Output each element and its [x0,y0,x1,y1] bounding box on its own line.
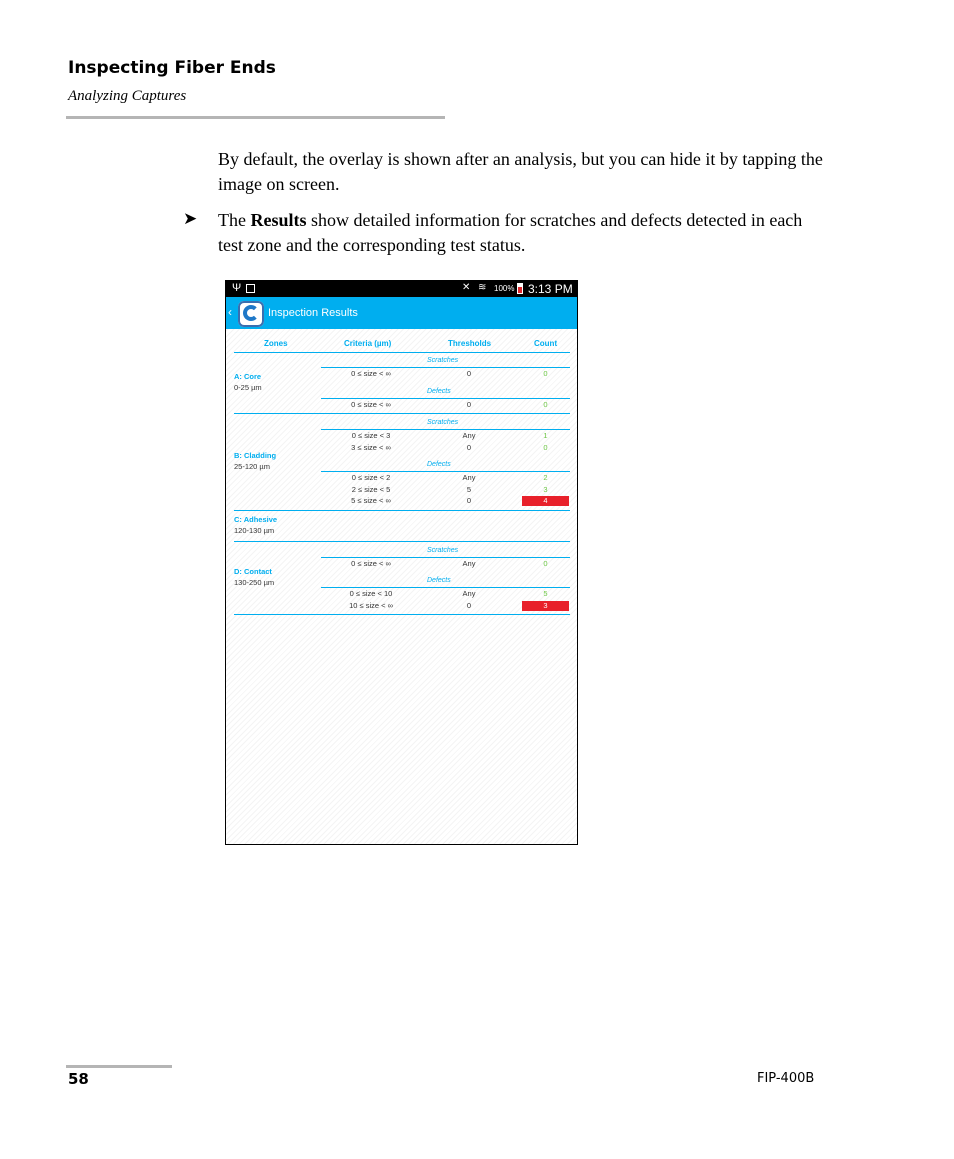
criteria-cell: 10 ≤ size < ∞ [349,600,393,610]
zone-range: 120-130 µm [234,525,275,535]
header-underline [234,352,570,353]
app-title: Inspection Results [268,307,358,319]
count-cell-pass: 0 [543,399,548,409]
section-label-defects: Defects [427,461,451,468]
section-label-defects: Defects [427,387,451,395]
mute-icon: ✕ [462,282,471,293]
count-cell-pass: 0 [543,558,548,568]
threshold-cell: 5 [466,484,472,494]
threshold-cell: Any [462,589,476,598]
paragraph-overlay: By default, the overlay is shown after an analysis, but you can hide it by tapping the image on screen. [218,149,823,194]
zone-divider [234,413,570,414]
criteria-cell: 0 ≤ size < 3 [351,431,391,440]
column-header-thresholds: Thresholds [448,339,492,348]
battery-icon [517,283,523,294]
zone-range: 130-250 µm [234,577,275,587]
header-divider [66,116,445,119]
section-underline [321,429,570,430]
bullet-prefix: The [218,210,251,230]
device-screenshot [225,280,578,845]
bullet-rest: show detailed information for scratches and defects detected in each test zone and the corresponding test status. [218,210,803,255]
battery-percent: 100% [494,284,515,293]
column-header-count: Count [534,339,558,348]
count-cell-fail: 4 [522,496,569,506]
clock: 3:13 PM [528,282,573,296]
threshold-cell: 0 [466,600,472,610]
wifi-icon: ≋ [478,282,487,293]
zone-range: 0-25 µm [234,382,262,392]
threshold-cell: Any [462,558,476,568]
usb-icon: Ψ [232,282,242,294]
count-cell-pass: 0 [543,369,548,378]
image-icon [246,284,255,293]
section-underline [321,587,570,588]
paragraph-results [218,208,828,258]
zone-range: 25-120 µm [234,461,271,471]
bullet-arrow-icon: ➤ [183,209,198,228]
section-underline [321,367,570,368]
zone-name: C: Adhesive [234,514,278,524]
criteria-cell: 2 ≤ size < 5 [351,484,391,494]
section-label-scratches: Scratches [427,357,459,364]
criteria-cell: 0 ≤ size < 2 [351,473,391,482]
threshold-cell: 0 [466,496,472,505]
zone-name: D: Contact [234,566,272,576]
section-label-scratches: Scratches [427,546,459,554]
zone-name: A: Core [234,371,262,381]
section-subtitle: Analyzing Captures [68,88,187,104]
zone-divider [234,614,570,615]
count-cell-fail: 3 [522,601,569,611]
section-title: Inspecting Fiber Ends [68,58,276,78]
zone-divider [234,510,570,511]
app-bar [226,297,577,329]
threshold-cell: 0 [466,399,472,409]
criteria-cell: 0 ≤ size < ∞ [351,399,391,409]
zone-name: B: Cladding [234,450,277,460]
criteria-cell: 3 ≤ size < ∞ [351,442,391,452]
footer-divider [66,1065,172,1068]
count-cell-pass: 2 [543,473,548,482]
app-logo-icon[interactable] [238,301,264,327]
section-label-defects: Defects [427,577,451,584]
zone-divider [234,541,570,542]
count-cell-pass: 0 [543,442,548,452]
threshold-cell: Any [462,473,476,482]
count-cell-pass: 5 [543,589,548,598]
section-underline [321,471,570,472]
column-header-zones: Zones [264,339,288,348]
criteria-cell: 5 ≤ size < ∞ [351,496,391,505]
page-number: 58 [68,1070,89,1088]
criteria-cell: 0 ≤ size < 10 [349,589,393,598]
chevron-left-icon[interactable]: ‹ [228,305,232,319]
status-bar [226,281,577,297]
count-cell-pass: 1 [543,431,548,440]
threshold-cell: 0 [466,369,472,378]
criteria-cell: 0 ≤ size < ∞ [351,558,391,568]
results-term: Results [250,210,307,230]
criteria-cell: 0 ≤ size < ∞ [351,369,391,378]
section-label-scratches: Scratches [427,419,459,426]
threshold-cell: Any [462,431,476,440]
section-underline [321,557,570,558]
section-underline [321,398,570,399]
column-header-criteria: Criteria (µm) [344,339,392,348]
threshold-cell: 0 [466,442,472,452]
product-model: FIP-400B [757,1071,815,1086]
count-cell-pass: 3 [543,484,548,494]
